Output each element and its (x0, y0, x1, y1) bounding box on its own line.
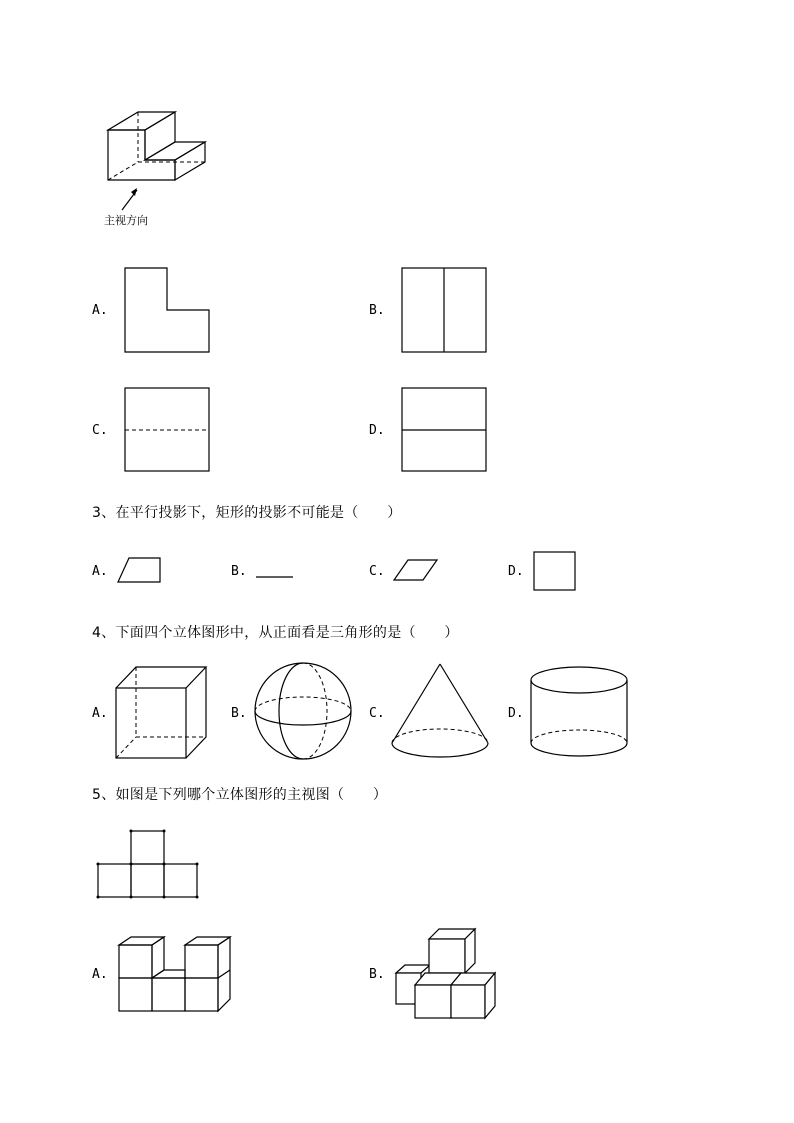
q4-option-c-label[interactable]: C. (369, 706, 385, 721)
q2-option-d-label[interactable]: D. (369, 423, 385, 438)
q3-option-b-label[interactable]: B. (231, 564, 247, 579)
q3-stem: 3、在平行投影下，矩形的投影不可能是（ ） (92, 505, 402, 521)
q2-option-a-label[interactable]: A. (92, 303, 108, 318)
q3-option-c-label[interactable]: C. (369, 564, 385, 579)
q5-stem: 5、如图是下列哪个立体图形的主视图（ ） (92, 787, 388, 803)
q2-option-b-label[interactable]: B. (369, 303, 385, 318)
view-direction-caption: 主视方向 (104, 214, 148, 227)
q5-option-a-label[interactable]: A. (92, 967, 108, 982)
q4-option-d-label[interactable]: D. (508, 706, 524, 721)
q3-option-a-label[interactable]: A. (92, 564, 108, 579)
q2-option-c-label[interactable]: C. (92, 423, 108, 438)
q4-stem: 4、下面四个立体图形中，从正面看是三角形的是（ ） (92, 625, 459, 641)
q3-option-d-label[interactable]: D. (508, 564, 524, 579)
q4-option-a-label[interactable]: A. (92, 706, 108, 721)
q4-option-b-label[interactable]: B. (231, 706, 247, 721)
q5-option-b-label[interactable]: B. (369, 967, 385, 982)
